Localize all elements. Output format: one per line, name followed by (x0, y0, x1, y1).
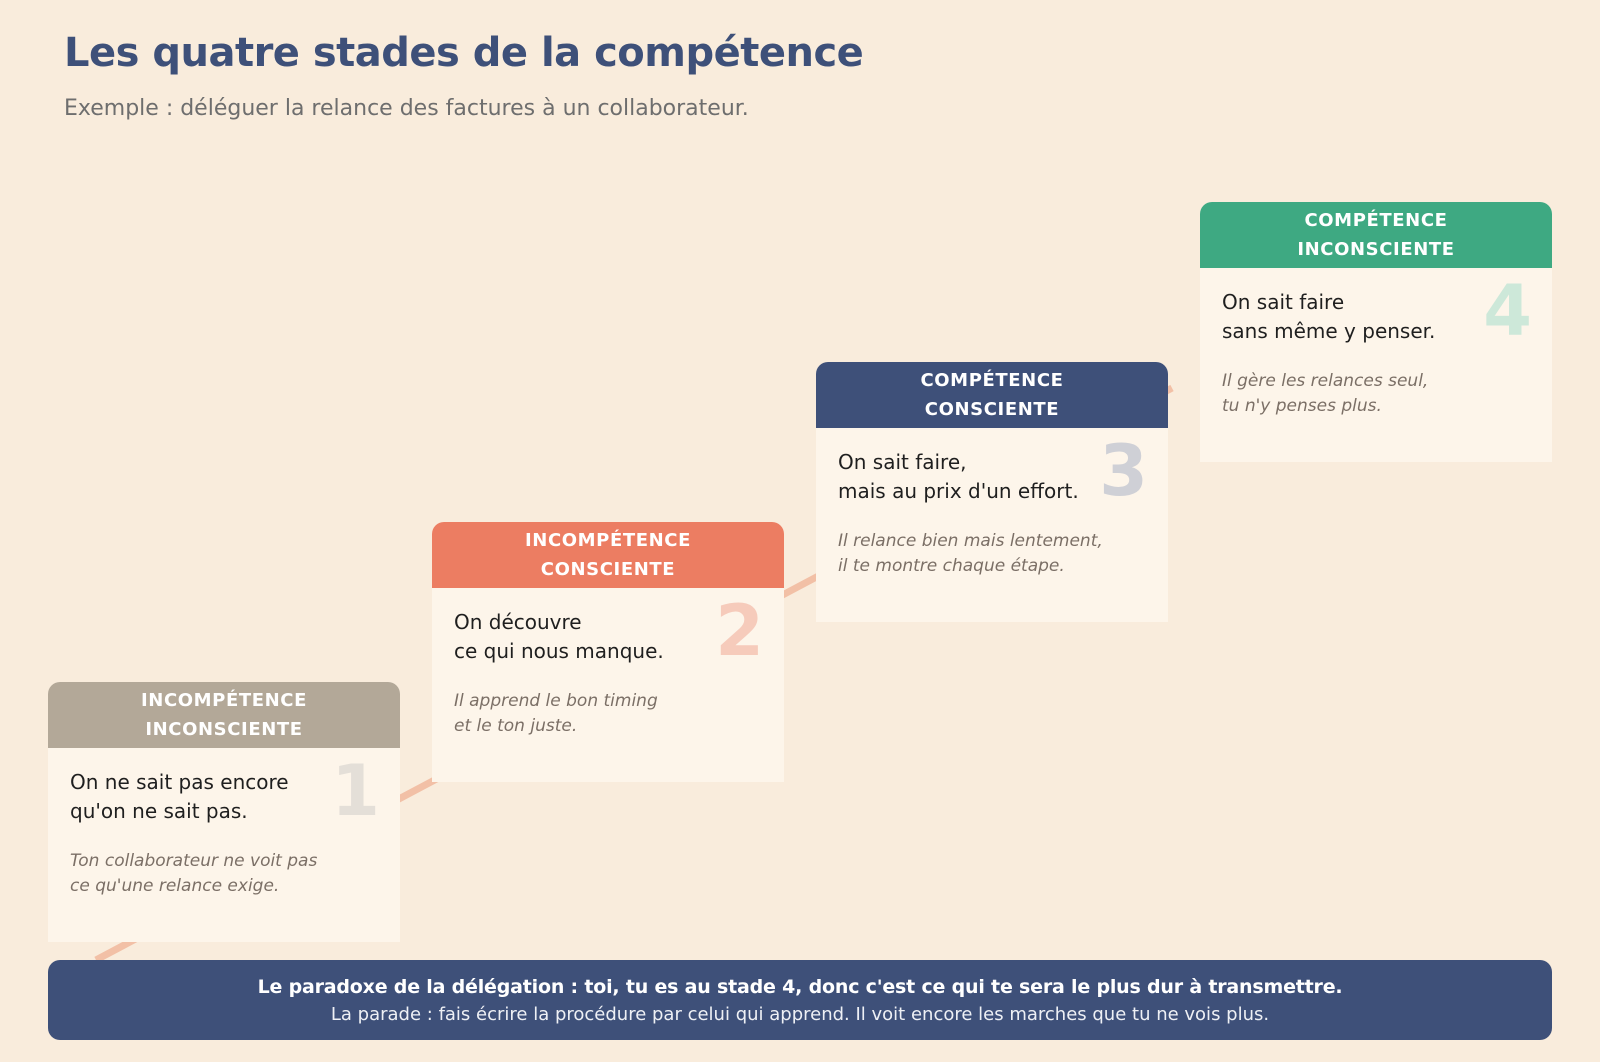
stage-description: On sait faire sans même y penser. (1222, 290, 1436, 343)
stage-card-3 (816, 362, 1168, 622)
page-title: Les quatre stades de la compétence (64, 30, 864, 76)
stage-title: INCOMPÉTENCE INCONSCIENTE (48, 682, 400, 748)
stage-number: 2 (715, 590, 764, 672)
stage-body (432, 588, 784, 782)
stage-title: COMPÉTENCE CONSCIENTE (816, 362, 1168, 428)
stage-example: Il relance bien mais lentement, il te montre chaque étape. (838, 531, 1103, 576)
stage-body (48, 748, 400, 942)
stage-example: Ton collaborateur ne voit pas ce qu'une relance exige. (70, 851, 318, 896)
stage-title: COMPÉTENCE INCONSCIENTE (1200, 202, 1552, 268)
stage-body (816, 428, 1168, 622)
banner-title: Le paradoxe de la délégation : toi, tu es au stade 4, donc c'est ce qui te sera le plus dur à transmettre. (257, 975, 1343, 998)
stage-card-1 (48, 682, 400, 942)
banner-text: La parade : fais écrire la procédure par celui qui apprend. Il voit encore les marches que tu ne vois plus. (330, 1003, 1270, 1025)
stage-number: 3 (1099, 430, 1148, 512)
delegation-paradox-banner (48, 960, 1552, 1040)
stage-title: INCOMPÉTENCE CONSCIENTE (432, 522, 784, 588)
stage-body (1200, 268, 1552, 462)
stage-description: On ne sait pas encore qu'on ne sait pas. (70, 770, 289, 823)
stage-number: 4 (1483, 270, 1532, 352)
stage-card-2 (432, 522, 784, 782)
page-subtitle: Exemple : déléguer la relance des factures à un collaborateur. (64, 96, 749, 121)
stage-example: Il gère les relances seul, tu n'y penses plus. (1222, 371, 1429, 416)
stage-card-4 (1200, 202, 1552, 462)
stage-description: On sait faire, mais au prix d'un effort. (838, 450, 1079, 503)
stage-description: On découvre ce qui nous manque. (454, 610, 664, 663)
stage-number: 1 (331, 750, 380, 832)
stage-example: Il apprend le bon timing et le ton juste. (454, 691, 658, 736)
